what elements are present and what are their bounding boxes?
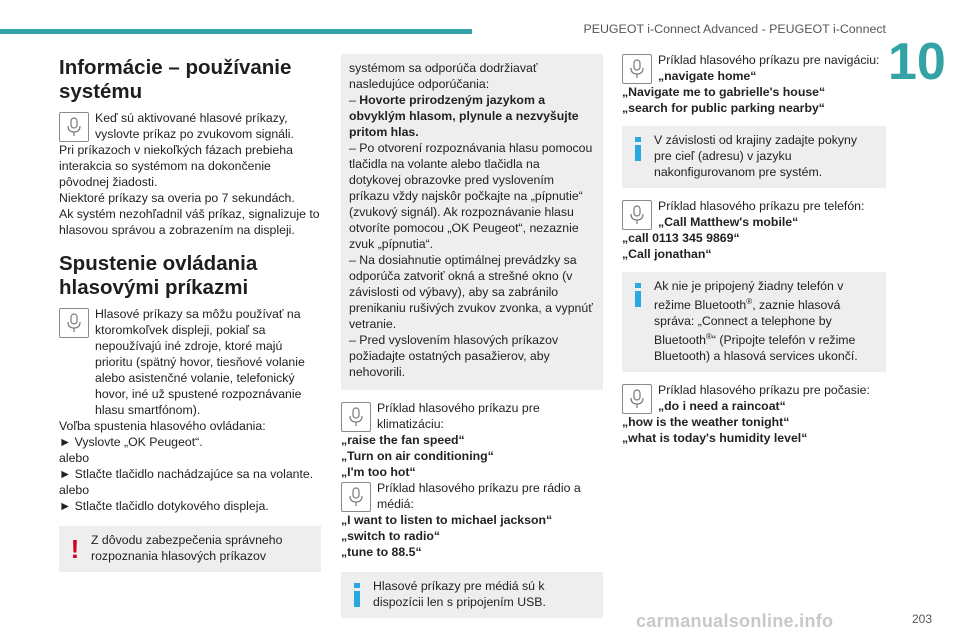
example-label: Príklad hlasového príkazu pre telefón: <box>658 199 865 213</box>
dash: – <box>349 93 360 107</box>
header-accent-bar <box>0 29 472 34</box>
registered-mark: ® <box>746 297 753 306</box>
warning-box-continued <box>341 54 603 390</box>
paragraph: Niektoré príkazy sa overia po 7 sekundách. <box>59 191 295 205</box>
section-heading-information: Informácie – používanie systému <box>59 56 292 103</box>
paragraph: Hlasové príkazy sa môžu používať na ktoromkoľvek displeji, pokiaľ sa nepoužívajú iné zdroje, ktoré majú prioritu (spätný hovor, tiesňové volanie alebo asistenčné volanie, telefonický hovor, iné už spustené rozpoznávanie hlasu smartfónom). <box>95 307 305 417</box>
warning-exclamation-icon: ! <box>70 534 80 564</box>
microphone-icon <box>622 200 652 230</box>
list-item <box>349 92 595 140</box>
info-box <box>341 572 603 618</box>
bold-tip: Hovorte prirodzeným jazykom a obvyklým hlasom, plynule a nezvyšujte pritom hlas. <box>349 93 579 139</box>
paragraph: alebo <box>59 451 90 465</box>
info-icon <box>349 582 365 608</box>
command: „I'm too hot“ <box>341 465 416 479</box>
info-text: Hlasové príkazy pre médiá sú k dispozícii len s pripojením USB. <box>373 579 546 609</box>
command: „Navigate me to gabrielle's house“ <box>622 85 826 99</box>
paragraph: Pri príkazoch v niekoľkých fázach prebieha interakcia so systémom na dokončenie pôvodnej žiadosti. <box>59 143 293 189</box>
text-fragment: “ (Pripojte telefón v režime Bluetooth) a hlasová services ukončí. <box>654 333 858 364</box>
example-radio <box>341 480 603 512</box>
paragraph: Voľba spustenia hlasového ovládania: <box>59 419 266 433</box>
command: „navigate home“ <box>658 69 757 83</box>
command: „Turn on air conditioning“ <box>341 449 494 463</box>
info-box <box>622 272 886 372</box>
info-icon <box>630 282 646 308</box>
running-header: PEUGEOT i-Connect Advanced - PEUGEOT i-Connect <box>583 22 886 36</box>
info-icon <box>630 136 646 162</box>
text-fragment: , zaznie hlasová správa: „Connect a telephone by Bluetooth <box>654 298 841 348</box>
command: „call 0113 345 9869“ <box>622 231 740 245</box>
microphone-icon <box>341 482 371 512</box>
chapter-number: 10 <box>888 33 946 91</box>
command: „raise the fan speed“ <box>341 433 465 447</box>
example-weather <box>622 382 886 414</box>
list-item: ► Stlačte tlačidlo dotykového displeja. <box>59 499 269 513</box>
info-box <box>622 126 886 188</box>
voice-command-note <box>59 306 321 418</box>
info-text: V závislosti od krajiny zadajte pokyny pre cieľ (adresu) v jazyku nakonfigurovanom pre systém. <box>654 133 857 179</box>
example-navigation <box>622 52 886 84</box>
command: „switch to radio“ <box>341 529 441 543</box>
warning-box <box>59 526 321 572</box>
example-text <box>658 198 864 230</box>
command: „Call Matthew's mobile“ <box>658 215 799 229</box>
info-text <box>654 278 878 364</box>
command: „tune to 88.5“ <box>341 545 422 559</box>
example-label: Príklad hlasového príkazu pre rádio a médiá: <box>377 481 581 511</box>
watermark: carmanualsonline.info <box>636 611 834 631</box>
registered-mark: ® <box>705 332 712 342</box>
example-text <box>658 52 879 84</box>
example-label: Príklad hlasového príkazu pre klimatizáciu: <box>377 401 540 431</box>
example-climate <box>341 400 603 432</box>
command: „I want to listen to michael jackson“ <box>341 513 553 527</box>
list-item: ► Stlačte tlačidlo nachádzajúce sa na volante. <box>59 467 314 481</box>
page-number: 203 <box>911 612 932 626</box>
example-label: Príklad hlasového príkazu pre navigáciu: <box>658 53 880 67</box>
command: „Call jonathan“ <box>622 247 712 261</box>
list-item: – Na dosiahnutie optimálnej prevádzky sa odporúča zatvoriť okná a strešné okno (v závislosti od výbavy), aby sa zabránilo prenikaniu rušivých zvukov zvonka, a vypnúť vetranie. <box>349 253 593 331</box>
paragraph: alebo <box>59 483 90 497</box>
column-2 <box>341 52 603 628</box>
paragraph: Keď sú aktivované hlasové príkazy, vyslovte príkaz po zvukovom signáli. <box>95 111 294 141</box>
microphone-icon <box>59 112 89 142</box>
list-item: ► Vyslovte „OK Peugeot“. <box>59 435 203 449</box>
microphone-icon <box>622 54 652 84</box>
list-item: – Po otvorení rozpoznávania hlasu pomocou tlačidla na volante alebo tlačidla na dotykovej obrazovke pred vyslovením príkazu vždy najskôr počkajte na „pípnutie“ (zvukový signál). Ak rozpoznávanie hlasu otvoríte pomocou „OK Peugeot“, nezaznie zvuk „pípnutia“. <box>349 141 593 251</box>
command: „what is today's humidity level“ <box>622 431 808 446</box>
column-3 <box>622 52 886 446</box>
paragraph: Ak systém nezohľadnil váš príkaz, signalizuje to hlasovou správou a zobrazením na displeji. <box>59 207 320 237</box>
example-phone <box>622 198 886 230</box>
command: „how is the weather tonight“ <box>622 415 790 430</box>
example-text <box>658 382 870 414</box>
command: „search for public parking nearby“ <box>622 101 825 115</box>
column-1 <box>59 52 321 582</box>
command: „do i need a raincoat“ <box>658 399 786 414</box>
section-heading-start-voice: Spustenie ovládania hlasovými príkazmi <box>59 252 258 299</box>
voice-command-note <box>59 110 321 142</box>
paragraph: systémom sa odporúča dodržiavať nasledujúce odporúčania: <box>349 61 538 91</box>
microphone-icon <box>59 308 89 338</box>
microphone-icon <box>622 384 652 414</box>
microphone-icon <box>341 402 371 432</box>
warning-text: Z dôvodu zabezpečenia správneho rozpoznania hlasových príkazov <box>91 533 283 563</box>
text-fragment: Ak nie je pripojený žiadny telefón v režime Bluetooth <box>654 279 844 313</box>
example-label: Príklad hlasového príkazu pre počasie: <box>658 383 870 398</box>
list-item: – Pred vyslovením hlasových príkazov požiadajte ostatných pasažierov, aby nehovorili. <box>349 333 559 379</box>
